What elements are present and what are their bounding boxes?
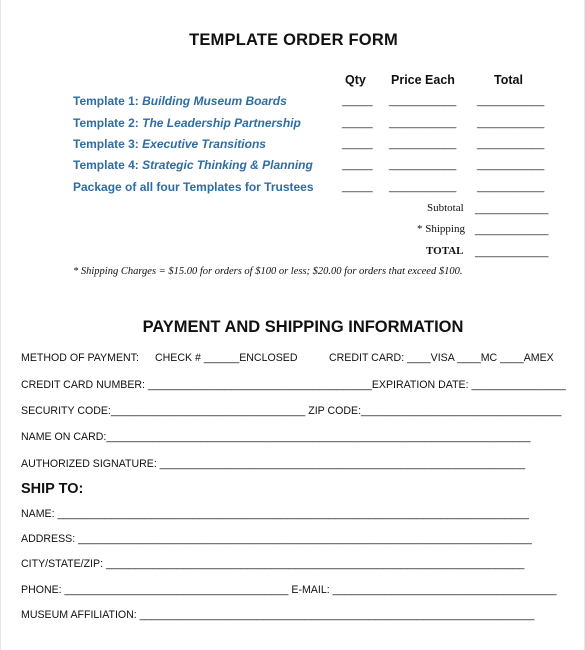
ship-name-field[interactable]: NAME: ________________________________________________________________________________	[21, 508, 529, 520]
subtotal-field[interactable]: ____________	[475, 203, 549, 215]
price-field[interactable]: ___________	[389, 159, 457, 171]
total-field[interactable]: ___________	[477, 159, 545, 171]
name-on-card-field[interactable]: NAME ON CARD:________________________________________________________________________	[21, 431, 531, 443]
total-label: TOTAL	[426, 245, 464, 257]
qty-field[interactable]: _____	[342, 117, 373, 129]
signature-field[interactable]: AUTHORIZED SIGNATURE: ______________________________________________________________	[21, 458, 525, 470]
ship-city-field[interactable]: CITY/STATE/ZIP: _______________________________________________________________________	[21, 558, 525, 570]
order-item-label: Template 1: Building Museum Boards	[73, 94, 287, 108]
museum-affiliation-field[interactable]: MUSEUM AFFILIATION: ___________________________________________________________________	[21, 609, 535, 621]
check-field[interactable]: CHECK # ______ENCLOSED	[155, 352, 298, 364]
card-number-field[interactable]: CREDIT CARD NUMBER: ______________________________________EXPIRATION DATE: ________________	[21, 379, 566, 391]
shipping-field[interactable]: ____________	[475, 224, 549, 236]
ship-address-field[interactable]: ADDRESS: _____________________________________________________________________________	[21, 533, 532, 545]
qty-field[interactable]: _____	[342, 181, 373, 193]
total-field[interactable]: ___________	[477, 138, 545, 150]
security-code-field[interactable]: SECURITY CODE:_________________________________ ZIP CODE:__________________________________	[21, 405, 562, 417]
price-field[interactable]: ___________	[389, 138, 457, 150]
ship-phone-email-field[interactable]: PHONE: ______________________________________ E-MAIL: ______________________________________	[21, 584, 557, 596]
qty-header: Qty	[345, 73, 366, 87]
shipping-note: * Shipping Charges = $15.00 for orders of $100 or less; $20.00 for orders that exceed $100.	[73, 266, 463, 277]
order-item-label: Package of all four Templates for Trustees	[73, 180, 314, 194]
order-item-label: Template 3: Executive Transitions	[73, 137, 266, 151]
payment-heading: PAYMENT AND SHIPPING INFORMATION	[142, 318, 464, 336]
subtotal-label: Subtotal	[427, 202, 464, 214]
order-item-label: Template 2: The Leadership Partnership	[73, 116, 301, 130]
payment-method-label: METHOD OF PAYMENT:	[21, 352, 139, 364]
price-field[interactable]: ___________	[389, 181, 457, 193]
price-each-header: Price Each	[391, 73, 455, 87]
qty-field[interactable]: _____	[342, 95, 373, 107]
total-field[interactable]: ___________	[477, 181, 545, 193]
ship-to-heading: SHIP TO:	[21, 481, 84, 497]
qty-field[interactable]: _____	[342, 138, 373, 150]
credit-card-field[interactable]: CREDIT CARD: ____VISA ____MC ____AMEX	[329, 352, 554, 364]
total-header: Total	[494, 73, 523, 87]
order-item-label: Template 4: Strategic Thinking & Planning	[73, 158, 313, 172]
qty-field[interactable]: _____	[342, 159, 373, 171]
price-field[interactable]: ___________	[389, 95, 457, 107]
total-field[interactable]: ___________	[477, 117, 545, 129]
form-title: TEMPLATE ORDER FORM	[189, 31, 398, 49]
shipping-label: * Shipping	[417, 223, 465, 235]
grand-total-field[interactable]: ____________	[475, 246, 549, 258]
total-field[interactable]: ___________	[477, 95, 545, 107]
price-field[interactable]: ___________	[389, 117, 457, 129]
